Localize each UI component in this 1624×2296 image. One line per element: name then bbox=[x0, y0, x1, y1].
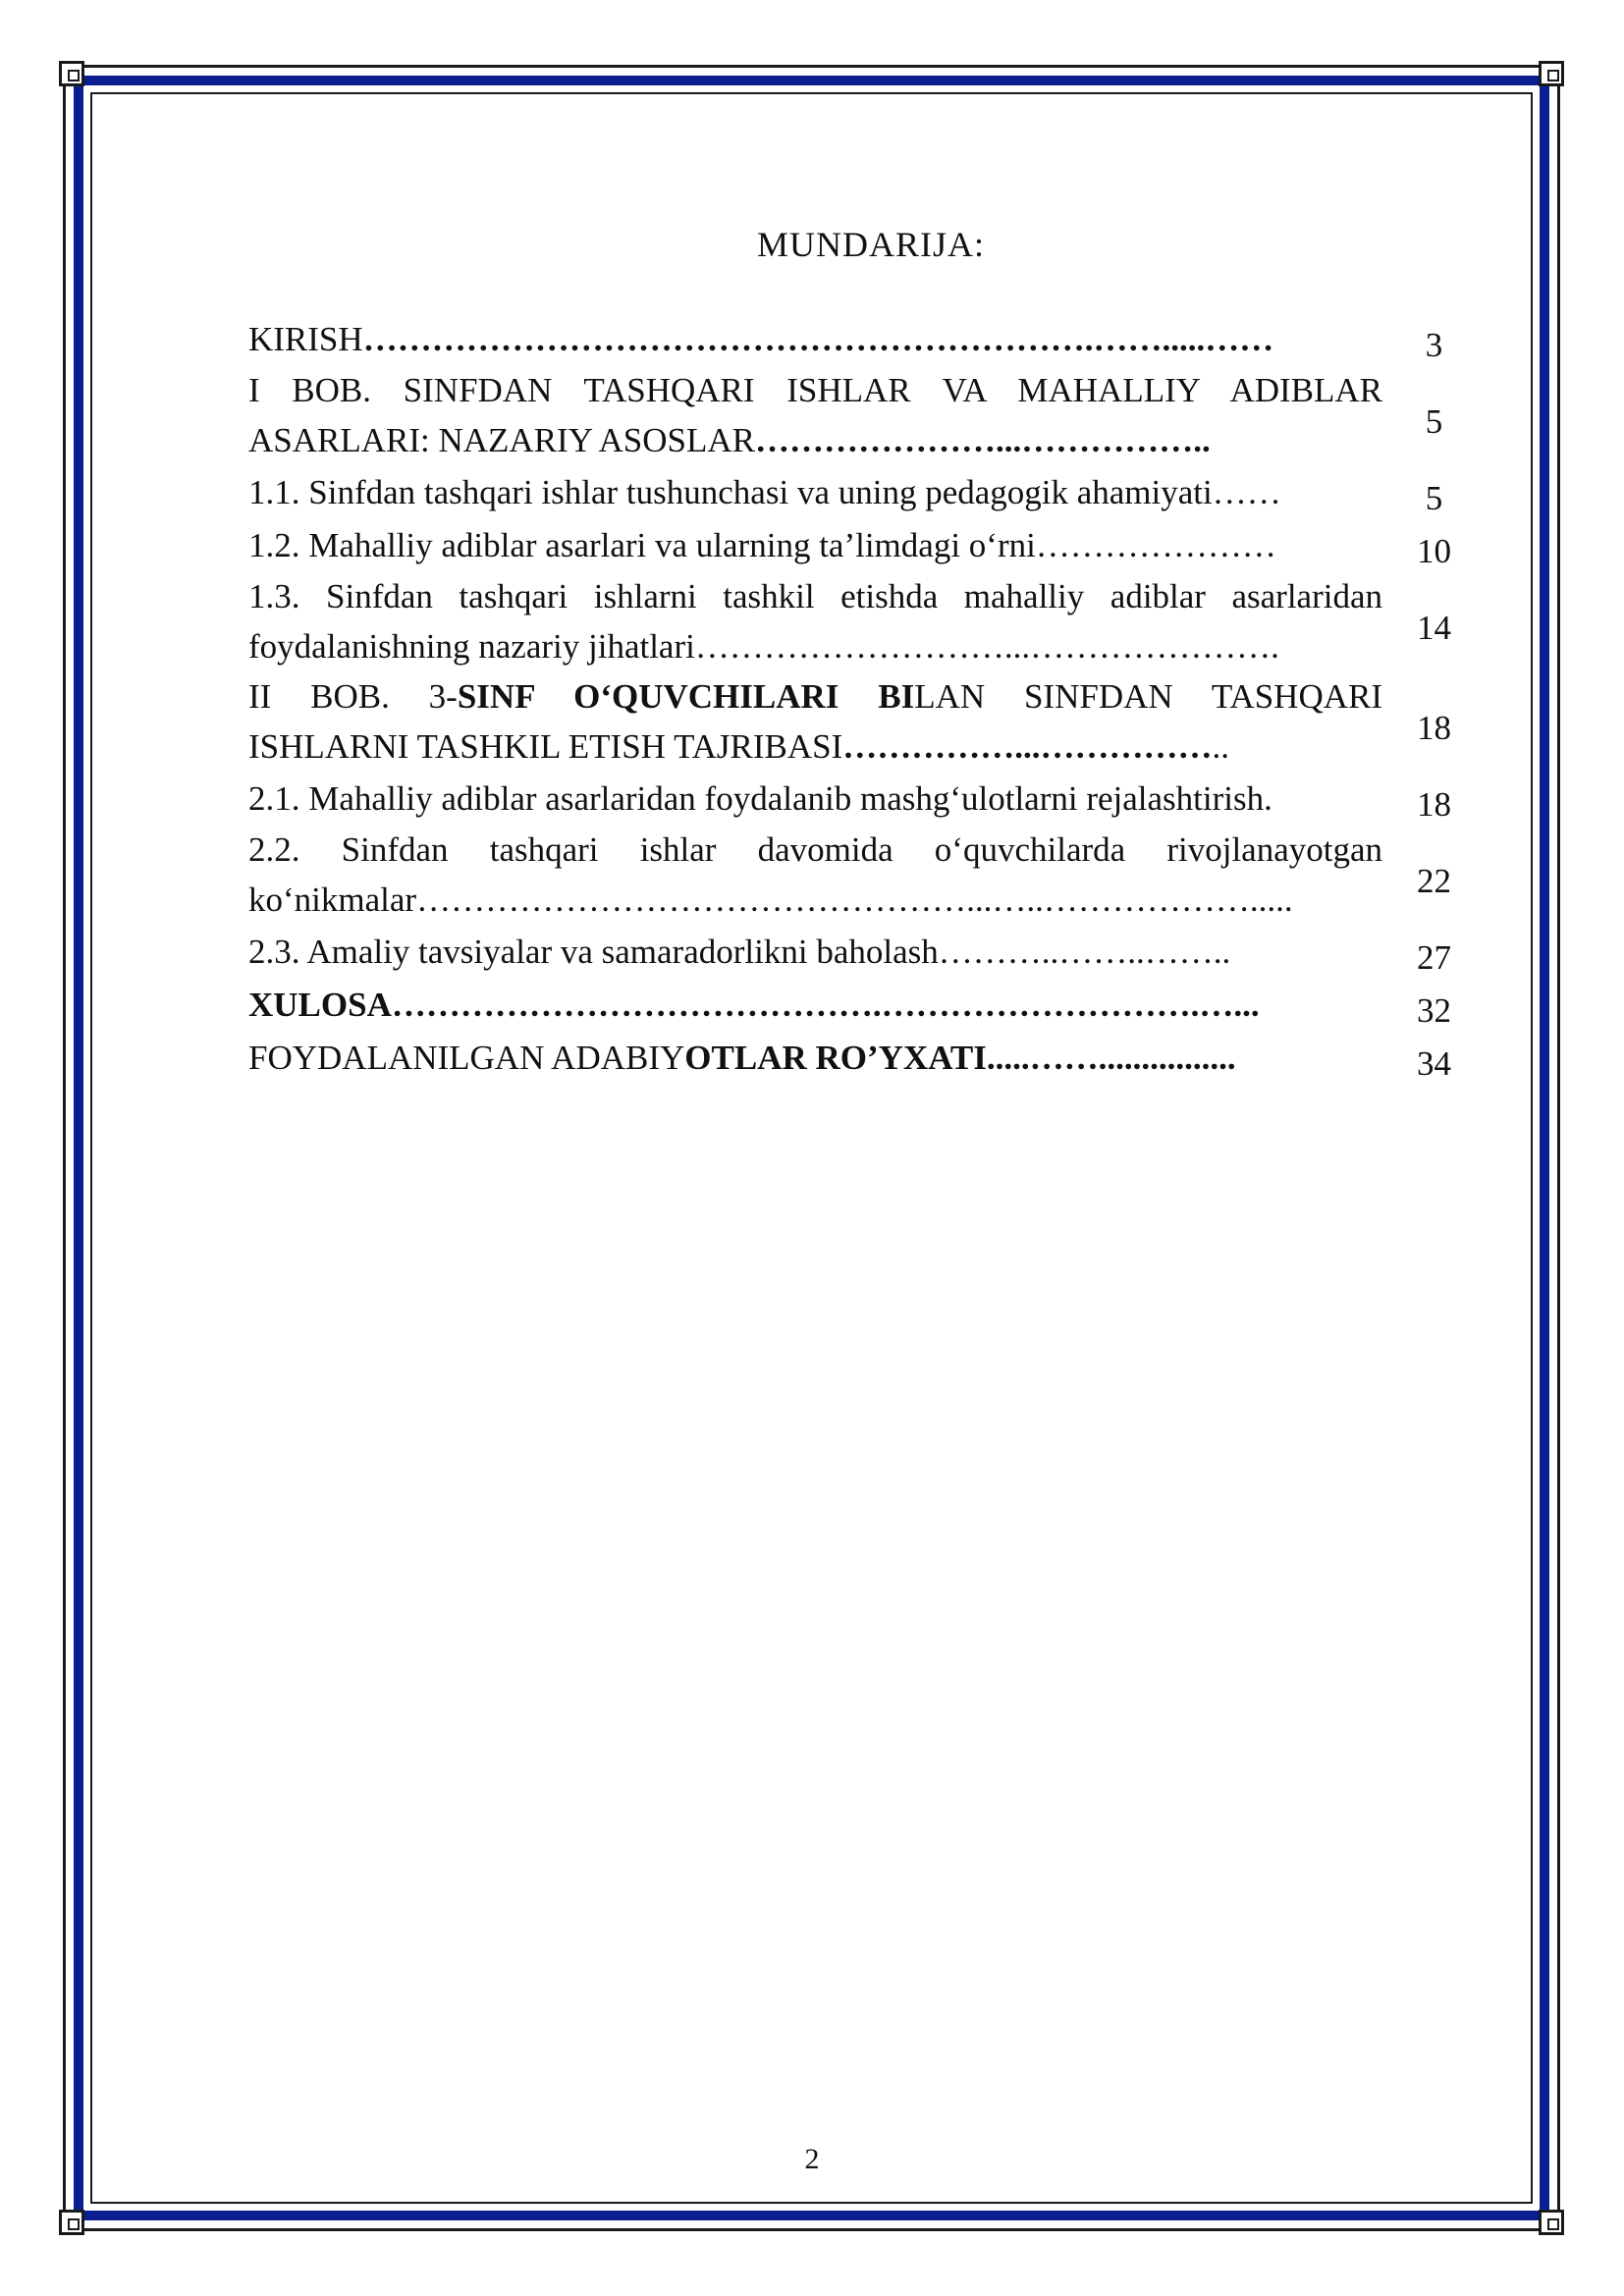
toc-entry-bibliography[interactable] bbox=[248, 1031, 1486, 1084]
toc-line: ko‘nikmalar…………………………………………...…..………………..... bbox=[248, 881, 1293, 919]
toc-entry-1-1[interactable] bbox=[248, 465, 1486, 518]
border-corner-ornament bbox=[59, 2210, 84, 2235]
border-corner-ornament bbox=[1539, 61, 1564, 86]
toc-page-number: 5 bbox=[1425, 402, 1443, 441]
toc-entry-chapter-1[interactable] bbox=[248, 365, 1486, 465]
toc-page-number: 10 bbox=[1417, 532, 1451, 570]
toc-line: foydalanishning nazariy jihatlari………………………...…………………. bbox=[248, 627, 1279, 666]
border-corner-ornament bbox=[1539, 2210, 1564, 2235]
toc-page-number: 18 bbox=[1417, 709, 1451, 747]
toc-line: ASARLARI: NAZARIY ASOSLAR…………………...…………….. bbox=[248, 421, 1211, 459]
toc-entry-text bbox=[248, 571, 1382, 671]
border-corner-ornament bbox=[59, 61, 84, 86]
toc-line: I BOB. SINFDAN TASHQARI ISHLAR VA MAHALLIY ADIBLAR bbox=[248, 371, 1382, 409]
toc-page-number: 34 bbox=[1417, 1044, 1451, 1083]
toc-page-number: 3 bbox=[1425, 326, 1443, 364]
toc-entry-xulosa[interactable] bbox=[248, 978, 1486, 1031]
toc-entry-text: 2.3. Amaliy tavsiyalar va samaradorlikni baholash………..……..…….. bbox=[248, 932, 1231, 971]
toc-entry-text bbox=[248, 825, 1382, 925]
toc-entry-2-3[interactable] bbox=[248, 925, 1486, 978]
toc-page-number: 5 bbox=[1425, 479, 1443, 517]
toc-entry-text: FOYDALANILGAN ADABIYOTLAR RO’YXATI.....……................ bbox=[248, 1038, 1236, 1077]
toc-line: 2.2. Sinfdan tashqari ishlar davomida o‘quvchilarda rivojlanayotgan bbox=[248, 830, 1382, 869]
table-of-contents bbox=[248, 312, 1486, 1084]
toc-line: ISHLARNI TASHKIL ETISH TAJRIBASI……………...…………….. bbox=[248, 727, 1230, 766]
toc-entry-1-2[interactable] bbox=[248, 518, 1486, 571]
toc-entry-chapter-2[interactable] bbox=[248, 671, 1486, 772]
toc-page-number: 32 bbox=[1417, 991, 1451, 1030]
toc-entry-text: XULOSA…………………………………….……………………….…... bbox=[248, 985, 1260, 1024]
toc-entry-text: 2.1. Mahalliy adiblar asarlaridan foydalanib mashg‘ulotlarni rejalashtirish. bbox=[248, 778, 1272, 818]
toc-page-number: 18 bbox=[1417, 785, 1451, 824]
toc-page-number: 14 bbox=[1417, 609, 1451, 647]
toc-line: 1.3. Sinfdan tashqari ishlarni tashkil etishda mahalliy adiblar asarlaridan bbox=[248, 577, 1382, 615]
toc-page-number: 27 bbox=[1417, 938, 1451, 977]
toc-entry-text: KIRISH……………………………………………………….…….....…… bbox=[248, 319, 1274, 358]
toc-entry-text: 1.2. Mahalliy adiblar asarlari va ularning ta’limdagi o‘rni………………… bbox=[248, 525, 1276, 564]
page-title: MUNDARIJA: bbox=[756, 225, 985, 264]
toc-entry-2-1[interactable] bbox=[248, 772, 1486, 825]
toc-entry-text bbox=[248, 365, 1382, 465]
toc-entry-2-2[interactable] bbox=[248, 825, 1486, 925]
toc-entry-kirish[interactable] bbox=[248, 312, 1486, 365]
toc-entry-text: 1.1. Sinfdan tashqari ishlar tushunchasi va uning pedagogik ahamiyati…… bbox=[248, 472, 1281, 511]
toc-page-number: 22 bbox=[1417, 862, 1451, 900]
toc-entry-1-3[interactable] bbox=[248, 571, 1486, 671]
toc-line: II BOB. 3-SINF O‘QUVCHILARI BILAN SINFDAN TASHQARI bbox=[248, 677, 1382, 716]
toc-entry-text bbox=[248, 671, 1382, 772]
page-number: 2 bbox=[804, 2143, 820, 2175]
